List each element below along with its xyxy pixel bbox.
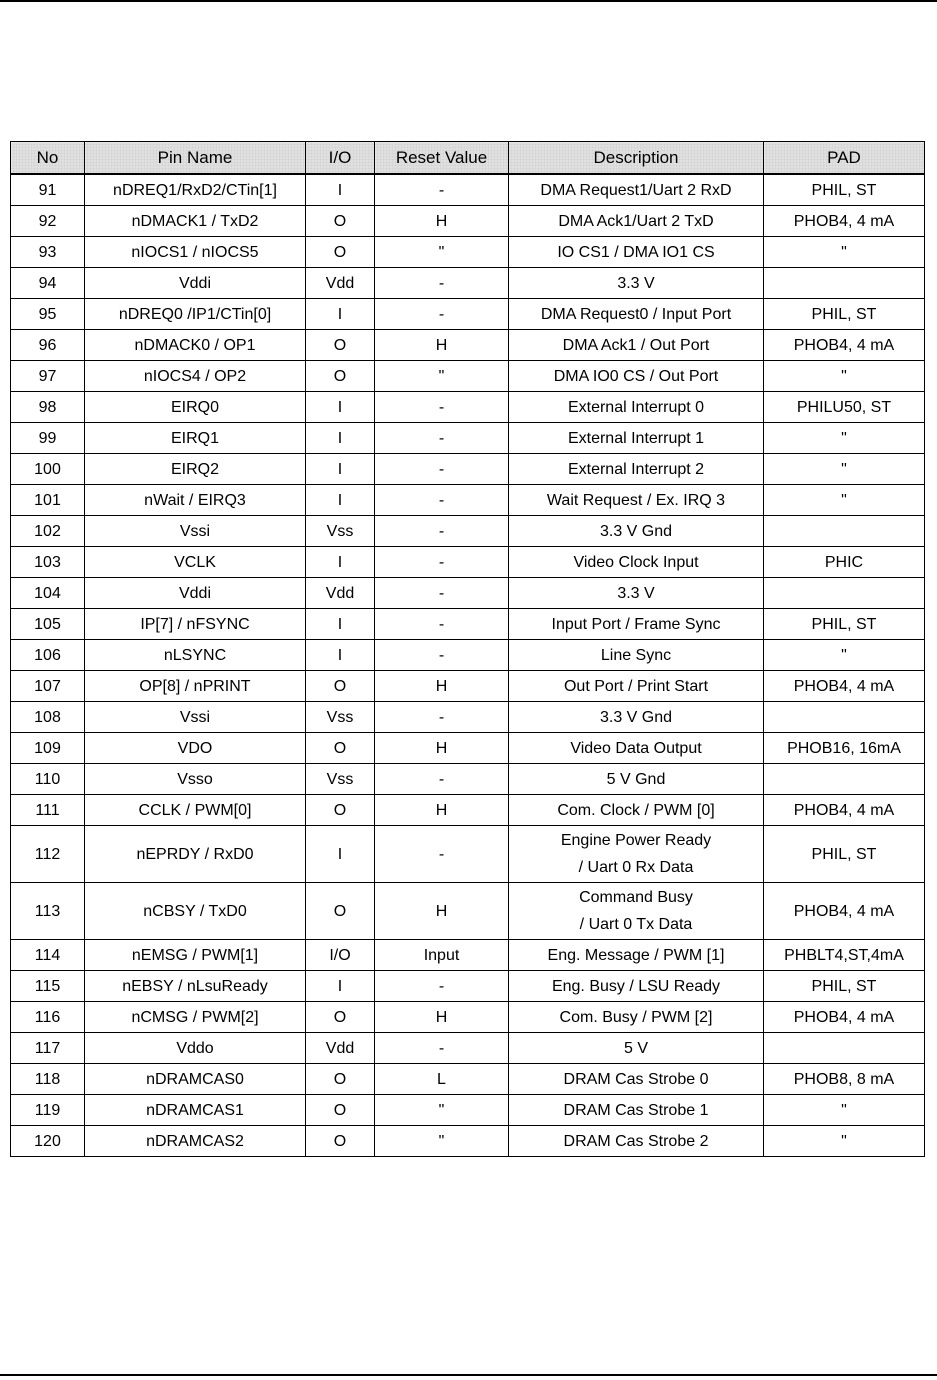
- cell-pin-name: nWait / EIRQ3: [85, 485, 306, 516]
- header-no: No: [11, 142, 85, 175]
- cell-pin-name: Vddi: [85, 268, 306, 299]
- cell-pin-name: EIRQ0: [85, 392, 306, 423]
- cell-io: I: [306, 485, 375, 516]
- cell-pin-name: nDRAMCAS1: [85, 1095, 306, 1126]
- table-row: [11, 764, 925, 795]
- cell-pad: PHOB4, 4 mA: [764, 883, 925, 940]
- cell-no: 91: [11, 174, 85, 206]
- cell-description: [509, 299, 764, 330]
- cell-io: I: [306, 640, 375, 671]
- cell-pad: [764, 516, 925, 547]
- cell-description: [509, 1033, 764, 1064]
- cell-no: 117: [11, 1033, 85, 1064]
- cell-pin-name: nDREQ0 /IP1/CTin[0]: [85, 299, 306, 330]
- cell-pin-name: nCBSY / TxD0: [85, 883, 306, 940]
- cell-description: [509, 671, 764, 702]
- cell-reset-value: -: [375, 174, 509, 206]
- cell-pin-name: nDMACK0 / OP1: [85, 330, 306, 361]
- cell-reset-value: ": [375, 1095, 509, 1126]
- table-row: [11, 609, 925, 640]
- header-reset-value: Reset Value: [375, 142, 509, 175]
- cell-description: [509, 640, 764, 671]
- cell-reset-value: H: [375, 733, 509, 764]
- cell-pin-name: Vddo: [85, 1033, 306, 1064]
- cell-pad: [764, 702, 925, 733]
- cell-io: Vdd: [306, 268, 375, 299]
- cell-description: [509, 971, 764, 1002]
- cell-no: 94: [11, 268, 85, 299]
- cell-no: 120: [11, 1126, 85, 1157]
- cell-pad: PHIL, ST: [764, 971, 925, 1002]
- table-row: [11, 392, 925, 423]
- description-line: 5 V Gnd: [606, 770, 666, 788]
- table-row: [11, 299, 925, 330]
- header-io: I/O: [306, 142, 375, 175]
- table-row: [11, 971, 925, 1002]
- cell-reset-value: -: [375, 485, 509, 516]
- cell-reset-value: H: [375, 795, 509, 826]
- cell-no: 107: [11, 671, 85, 702]
- cell-reset-value: -: [375, 578, 509, 609]
- cell-pad: ": [764, 423, 925, 454]
- cell-io: Vss: [306, 764, 375, 795]
- cell-pin-name: Vsso: [85, 764, 306, 795]
- cell-description: [509, 1002, 764, 1033]
- cell-no: 98: [11, 392, 85, 423]
- cell-no: 115: [11, 971, 85, 1002]
- header-description: Description: [509, 142, 764, 175]
- cell-description: [509, 940, 764, 971]
- description-line: 3.3 V: [617, 274, 655, 292]
- cell-pin-name: EIRQ1: [85, 423, 306, 454]
- cell-description: [509, 174, 764, 206]
- cell-pad: ": [764, 640, 925, 671]
- cell-reset-value: L: [375, 1064, 509, 1095]
- cell-io: O: [306, 795, 375, 826]
- cell-description: [509, 764, 764, 795]
- cell-no: 112: [11, 826, 85, 883]
- cell-no: 106: [11, 640, 85, 671]
- cell-pin-name: nEPRDY / RxD0: [85, 826, 306, 883]
- cell-no: 110: [11, 764, 85, 795]
- cell-description: [509, 268, 764, 299]
- description-line: Com. Clock / PWM [0]: [557, 801, 715, 819]
- cell-io: I/O: [306, 940, 375, 971]
- cell-reset-value: -: [375, 702, 509, 733]
- cell-io: O: [306, 330, 375, 361]
- header-row: [11, 142, 925, 175]
- cell-pad: PHOB8, 8 mA: [764, 1064, 925, 1095]
- cell-pin-name: VCLK: [85, 547, 306, 578]
- table-row: [11, 795, 925, 826]
- cell-io: I: [306, 609, 375, 640]
- description-line: Com. Busy / PWM [2]: [559, 1008, 713, 1026]
- cell-reset-value: H: [375, 883, 509, 940]
- description-line: 5 V: [623, 1039, 648, 1057]
- cell-no: 116: [11, 1002, 85, 1033]
- cell-pin-name: OP[8] / nPRINT: [85, 671, 306, 702]
- description-line: Eng. Message / PWM [1]: [547, 946, 725, 964]
- cell-no: 119: [11, 1095, 85, 1126]
- table-row: [11, 640, 925, 671]
- description-line: / Uart 0 Rx Data: [578, 859, 694, 876]
- table-row: [11, 454, 925, 485]
- description-line: External Interrupt 0: [567, 398, 705, 416]
- cell-no: 111: [11, 795, 85, 826]
- description-line: DRAM Cas Strobe 0: [563, 1070, 709, 1088]
- cell-reset-value: -: [375, 268, 509, 299]
- cell-pin-name: nCMSG / PWM[2]: [85, 1002, 306, 1033]
- cell-pin-name: nDREQ1/RxD2/CTin[1]: [85, 174, 306, 206]
- cell-no: 102: [11, 516, 85, 547]
- cell-reset-value: H: [375, 330, 509, 361]
- description-line: Wait Request / Ex. IRQ 3: [546, 491, 726, 509]
- cell-pin-name: CCLK / PWM[0]: [85, 795, 306, 826]
- description-line: Line Sync: [600, 646, 672, 664]
- cell-pin-name: nDRAMCAS2: [85, 1126, 306, 1157]
- cell-pin-name: EIRQ2: [85, 454, 306, 485]
- cell-description: [509, 826, 764, 883]
- cell-io: Vss: [306, 702, 375, 733]
- table-row: [11, 1064, 925, 1095]
- cell-no: 118: [11, 1064, 85, 1095]
- cell-pad: ": [764, 237, 925, 268]
- cell-io: O: [306, 1126, 375, 1157]
- description-line: DMA IO0 CS / Out Port: [553, 367, 719, 385]
- table-row: [11, 1002, 925, 1033]
- cell-io: O: [306, 237, 375, 268]
- description-line: External Interrupt 1: [567, 429, 705, 447]
- cell-reset-value: H: [375, 671, 509, 702]
- cell-pad: PHIC: [764, 547, 925, 578]
- table-row: [11, 1033, 925, 1064]
- cell-reset-value: -: [375, 609, 509, 640]
- description-line: 3.3 V Gnd: [599, 522, 673, 540]
- table-row: [11, 547, 925, 578]
- cell-reset-value: H: [375, 206, 509, 237]
- table-row: [11, 174, 925, 206]
- cell-pad: ": [764, 1126, 925, 1157]
- description-line: Command Busy: [579, 889, 693, 906]
- cell-io: I: [306, 454, 375, 485]
- cell-io: I: [306, 299, 375, 330]
- cell-io: I: [306, 826, 375, 883]
- cell-pin-name: Vssi: [85, 516, 306, 547]
- description-line: Input Port / Frame Sync: [551, 615, 721, 633]
- cell-pad: PHIL, ST: [764, 174, 925, 206]
- cell-io: I: [306, 547, 375, 578]
- cell-pin-name: nIOCS1 / nIOCS5: [85, 237, 306, 268]
- cell-pin-name: VDO: [85, 733, 306, 764]
- cell-pin-name: Vssi: [85, 702, 306, 733]
- bottom-rule: [0, 1374, 937, 1376]
- description-line: Engine Power Ready: [560, 832, 712, 849]
- cell-pad: PHIL, ST: [764, 299, 925, 330]
- cell-io: Vdd: [306, 578, 375, 609]
- cell-description: [509, 578, 764, 609]
- description-line: Out Port / Print Start: [563, 677, 709, 695]
- cell-reset-value: -: [375, 516, 509, 547]
- cell-reset-value: -: [375, 640, 509, 671]
- cell-no: 114: [11, 940, 85, 971]
- cell-pad: PHOB4, 4 mA: [764, 1002, 925, 1033]
- cell-pin-name: nDRAMCAS0: [85, 1064, 306, 1095]
- cell-pad: ": [764, 1095, 925, 1126]
- cell-pad: PHOB4, 4 mA: [764, 795, 925, 826]
- cell-description: [509, 1064, 764, 1095]
- cell-reset-value: Input: [375, 940, 509, 971]
- table-row: [11, 826, 925, 883]
- top-rule: [0, 0, 937, 2]
- cell-io: O: [306, 671, 375, 702]
- cell-io: I: [306, 392, 375, 423]
- cell-description: [509, 361, 764, 392]
- table-row: [11, 733, 925, 764]
- cell-io: O: [306, 206, 375, 237]
- cell-io: O: [306, 1064, 375, 1095]
- table-body: [11, 174, 925, 1157]
- cell-no: 104: [11, 578, 85, 609]
- cell-reset-value: ": [375, 361, 509, 392]
- table-row: [11, 1095, 925, 1126]
- cell-pin-name: nEBSY / nLsuReady: [85, 971, 306, 1002]
- cell-reset-value: -: [375, 1033, 509, 1064]
- cell-pin-name: Vddi: [85, 578, 306, 609]
- cell-reset-value: -: [375, 392, 509, 423]
- table-row: [11, 361, 925, 392]
- cell-io: I: [306, 971, 375, 1002]
- cell-no: 103: [11, 547, 85, 578]
- cell-reset-value: -: [375, 454, 509, 485]
- cell-io: O: [306, 1095, 375, 1126]
- description-line: External Interrupt 2: [567, 460, 705, 478]
- table-row: [11, 330, 925, 361]
- table-row: [11, 702, 925, 733]
- cell-reset-value: -: [375, 423, 509, 454]
- pin-description-table: [10, 141, 925, 1157]
- cell-description: [509, 516, 764, 547]
- cell-description: [509, 795, 764, 826]
- table-row: [11, 940, 925, 971]
- cell-no: 99: [11, 423, 85, 454]
- cell-pin-name: nIOCS4 / OP2: [85, 361, 306, 392]
- cell-no: 95: [11, 299, 85, 330]
- description-line: DRAM Cas Strobe 2: [563, 1132, 709, 1150]
- cell-reset-value: H: [375, 1002, 509, 1033]
- table-header: [11, 142, 925, 175]
- cell-pad: ": [764, 361, 925, 392]
- description-line: / Uart 0 Tx Data: [579, 916, 693, 933]
- cell-no: 113: [11, 883, 85, 940]
- cell-io: I: [306, 423, 375, 454]
- cell-pad: [764, 1033, 925, 1064]
- cell-io: I: [306, 174, 375, 206]
- cell-reset-value: -: [375, 299, 509, 330]
- cell-no: 101: [11, 485, 85, 516]
- cell-description: [509, 330, 764, 361]
- cell-io: O: [306, 883, 375, 940]
- description-line: 3.3 V Gnd: [599, 708, 673, 726]
- cell-pad: PHILU50, ST: [764, 392, 925, 423]
- cell-no: 108: [11, 702, 85, 733]
- cell-pad: PHIL, ST: [764, 826, 925, 883]
- cell-pin-name: IP[7] / nFSYNC: [85, 609, 306, 640]
- table-row: [11, 237, 925, 268]
- cell-io: Vss: [306, 516, 375, 547]
- cell-pad: PHOB4, 4 mA: [764, 330, 925, 361]
- cell-io: Vdd: [306, 1033, 375, 1064]
- cell-description: [509, 883, 764, 940]
- cell-no: 96: [11, 330, 85, 361]
- cell-description: [509, 392, 764, 423]
- cell-pad: [764, 268, 925, 299]
- cell-io: O: [306, 733, 375, 764]
- description-line: 3.3 V: [617, 584, 655, 602]
- cell-reset-value: ": [375, 1126, 509, 1157]
- table-row: [11, 268, 925, 299]
- cell-reset-value: -: [375, 826, 509, 883]
- header-pin-name: Pin Name: [85, 142, 306, 175]
- cell-description: [509, 206, 764, 237]
- table-row: [11, 1126, 925, 1157]
- cell-no: 100: [11, 454, 85, 485]
- cell-pad: PHIL, ST: [764, 609, 925, 640]
- cell-pad: PHOB4, 4 mA: [764, 206, 925, 237]
- cell-pin-name: nEMSG / PWM[1]: [85, 940, 306, 971]
- header-pad: PAD: [764, 142, 925, 175]
- cell-pad: PHOB16, 16mA: [764, 733, 925, 764]
- cell-io: O: [306, 361, 375, 392]
- description-line: Video Clock Input: [573, 553, 699, 571]
- cell-description: [509, 423, 764, 454]
- table-row: [11, 671, 925, 702]
- cell-description: [509, 702, 764, 733]
- table-row: [11, 485, 925, 516]
- cell-no: 93: [11, 237, 85, 268]
- cell-description: [509, 485, 764, 516]
- cell-reset-value: -: [375, 764, 509, 795]
- cell-description: [509, 609, 764, 640]
- table-row: [11, 206, 925, 237]
- cell-reset-value: -: [375, 971, 509, 1002]
- cell-description: [509, 547, 764, 578]
- description-line: Video Data Output: [570, 739, 702, 757]
- cell-io: O: [306, 1002, 375, 1033]
- description-line: DMA Ack1 / Out Port: [562, 336, 710, 354]
- description-line: DRAM Cas Strobe 1: [563, 1101, 709, 1119]
- cell-pin-name: nLSYNC: [85, 640, 306, 671]
- cell-pad: [764, 578, 925, 609]
- description-line: Eng. Busy / LSU Ready: [551, 977, 721, 995]
- cell-pad: ": [764, 485, 925, 516]
- cell-no: 105: [11, 609, 85, 640]
- table-row: [11, 578, 925, 609]
- cell-description: [509, 1095, 764, 1126]
- cell-no: 109: [11, 733, 85, 764]
- description-line: IO CS1 / DMA IO1 CS: [557, 243, 715, 261]
- description-line: DMA Request0 / Input Port: [540, 305, 732, 323]
- cell-reset-value: -: [375, 547, 509, 578]
- description-line: DMA Ack1/Uart 2 TxD: [558, 212, 714, 230]
- table-row: [11, 423, 925, 454]
- cell-description: [509, 1126, 764, 1157]
- cell-reset-value: ": [375, 237, 509, 268]
- cell-no: 92: [11, 206, 85, 237]
- table-row: [11, 883, 925, 940]
- cell-description: [509, 454, 764, 485]
- cell-no: 97: [11, 361, 85, 392]
- cell-description: [509, 733, 764, 764]
- cell-description: [509, 237, 764, 268]
- cell-pin-name: nDMACK1 / TxD2: [85, 206, 306, 237]
- cell-pad: ": [764, 454, 925, 485]
- cell-pad: [764, 764, 925, 795]
- description-line: DMA Request1/Uart 2 RxD: [540, 181, 732, 199]
- cell-pad: PHBLT4,ST,4mA: [764, 940, 925, 971]
- cell-pad: PHOB4, 4 mA: [764, 671, 925, 702]
- table-row: [11, 516, 925, 547]
